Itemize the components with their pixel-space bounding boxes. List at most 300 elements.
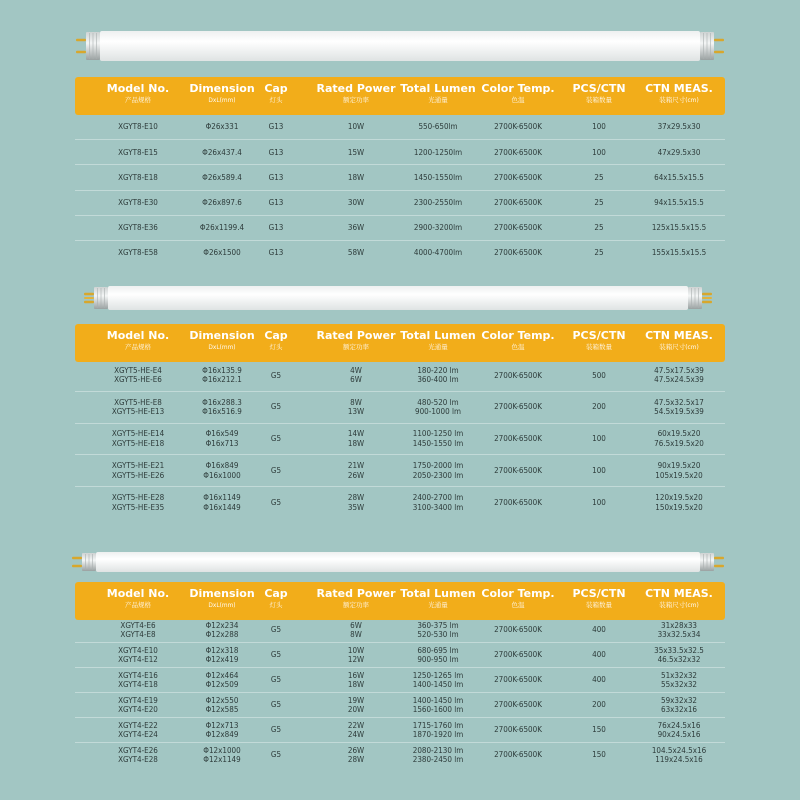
cap-cell-value: G5 [270,700,282,710]
pcs-cell-value: 400 [592,675,606,685]
header-power [317,77,396,115]
cap-cell [271,618,281,642]
color-temp-cell [494,668,542,692]
table-header-t8 [75,77,725,115]
cap-cell-value: G13 [268,248,284,258]
lumen-cell-line: 1200-1250lm [413,147,463,157]
dimension-cell-line: Φ12x318 [205,645,239,655]
power-cell [348,216,364,240]
ctn-cell-line: 46.5x32x32 [657,655,701,664]
model-cell-line: XGYT4-E28 [118,755,158,764]
dimension-cell-line: Φ12x419 [205,655,239,664]
pcs-cell [594,191,603,215]
ctn-cell [655,455,702,486]
cap-cell-value: G13 [268,122,284,132]
pcs-cell-value: 100 [592,497,606,507]
color-temp-cell [494,191,542,215]
pcs-cell [592,643,606,667]
model-cell [118,643,158,667]
power-cell-line: 20W [347,705,365,714]
pcs-cell [592,618,606,642]
power-cell-line: 19W [347,695,365,705]
ctn-cell-line: 63x32x16 [661,705,697,714]
dimension-cell-line: Φ16x288.3 [202,397,242,407]
power-cell-line: 8W [350,397,362,407]
lumen-cell-line: 900-1000 lm [415,407,461,417]
model-cell [112,392,164,423]
model-cell [118,693,158,717]
ctn-cell-line: 60x19.5x20 [657,429,701,439]
ctn-cell-line: 37x29.5x30 [657,122,701,132]
header-label: Total Lumen [400,82,476,95]
ctn-cell-line: 35x33.5x32.5 [654,645,704,655]
header-cap [264,324,287,362]
header-sublabel: 额定功率 [342,96,369,104]
dimension-cell [203,455,240,486]
dimension-cell [203,487,240,518]
table-row [75,216,725,241]
lumen-cell [413,718,464,742]
header-ctn [645,77,713,115]
color-temp-cell-value: 2700K-6500K [494,466,542,476]
dimension-cell [200,216,244,240]
dimension-cell-line: Φ12x464 [205,670,239,680]
color-temp-cell-value: 2700K-6500K [494,197,542,207]
pcs-cell-value: 25 [594,223,604,233]
model-cell-line: XGYT5-HE-E4 [114,365,162,375]
dimension-cell [203,743,240,767]
ctn-cell-line: 47x29.5x30 [657,147,701,157]
lumen-cell-line: 1250-1265 lm [412,670,464,680]
lumen-cell [417,360,458,391]
dimension-cell [203,241,240,265]
header-label: PCS/CTN [572,329,626,342]
cap-cell [271,424,281,455]
cap-cell [271,360,281,391]
lumen-cell [413,668,464,692]
power-cell-line: 22W [347,720,365,730]
dimension-cell-line: Φ12x288 [205,630,239,639]
ctn-cell-line: 155x15.5x15.5 [651,248,707,258]
model-cell [118,743,158,767]
ctn-cell [658,115,701,139]
dimension-cell-line: Φ16x135.9 [202,365,242,375]
cap-cell-value: G5 [270,625,282,635]
ctn-cell [654,424,704,455]
table-row [75,693,725,718]
lumen-cell-line: 1450-1550lm [413,172,463,182]
color-temp-cell-value: 2700K-6500K [494,147,542,157]
lumen-cell-line: 1400-1450 lm [412,680,464,689]
dimension-cell [206,643,239,667]
dimension-cell-line: Φ26x1500 [203,248,241,258]
power-cell [348,140,364,164]
header-sublabel: DxL(mm) [208,96,236,104]
lumen-cell [414,140,462,164]
lumen-cell-line: 1750-2000 lm [412,461,464,471]
header-label: Model No. [106,587,170,600]
model-cell-line: XGYT4-E16 [118,670,158,680]
lumen-cell-line: 2380-2450 lm [412,755,464,764]
dimension-cell-line: Φ12x585 [205,705,239,714]
header-color-temp [481,582,554,620]
power-cell-line: 26W [347,470,365,480]
lumen-cell [414,216,462,240]
dimension-cell-line: Φ16x516.9 [202,407,242,417]
color-temp-cell-value: 2700K-6500K [494,725,542,735]
lumen-cell [413,424,464,455]
table-row [75,424,725,456]
dimension-cell [202,360,242,391]
model-cell-line: XGYT5-HE-E6 [114,375,162,385]
model-cell [112,455,164,486]
pcs-cell [592,360,606,391]
model-cell-line: XGYT4-E24 [118,730,158,739]
ctn-cell [654,360,704,391]
power-cell-line: 18W [347,438,365,448]
header-label: Total Lumen [400,587,476,600]
header-lumen [400,77,475,115]
lumen-cell-line: 1100-1250 lm [412,429,464,439]
lumen-cell [417,643,458,667]
color-temp-cell [494,487,542,518]
ctn-cell-line: 104.5x24.5x16 [651,745,707,755]
header-dimension [189,77,254,115]
cap-cell-value: G5 [270,434,282,444]
header-sublabel: DxL(mm) [208,601,236,609]
table-row [75,643,725,668]
ctn-cell [654,392,704,423]
lumen-cell-line: 900-950 lm [417,655,459,664]
color-temp-cell-value: 2700K-6500K [494,370,542,380]
header-label: Dimension [189,329,255,342]
cap-cell-value: G5 [270,466,282,476]
header-model [107,77,169,115]
lumen-cell-line: 3100-3400 lm [412,502,464,512]
power-cell-line: 13W [347,407,365,417]
header-label: Model No. [106,82,170,95]
dimension-cell [202,392,242,423]
lumen-cell [417,618,458,642]
power-cell [348,191,364,215]
ctn-cell-line: 120x19.5x20 [655,493,703,503]
header-label: Dimension [189,587,255,600]
pcs-cell [592,718,606,742]
cap-cell [271,693,281,717]
power-cell-line: 14W [347,429,365,439]
dimension-cell [206,115,239,139]
dimension-cell-line: Φ16x549 [205,429,239,439]
t5-fluorescent-tube-icon [0,263,800,323]
header-label: CTN MEAS. [645,587,713,600]
power-cell-line: 18W [347,680,365,689]
ctn-cell-line: 51x32x32 [661,670,697,680]
ctn-cell-line: 64x15.5x15.5 [654,172,704,182]
header-pcs [572,582,625,620]
cap-cell [269,140,284,164]
color-temp-cell-value: 2700K-6500K [494,248,542,258]
cap-cell-value: G13 [268,172,284,182]
color-temp-cell-value: 2700K-6500K [494,122,542,132]
ctn-cell [654,643,704,667]
table-row [75,360,725,392]
model-cell-line: XGYT4-E10 [118,645,158,655]
header-sublabel: 色温 [511,96,525,104]
header-sublabel: 装箱数量 [586,601,612,609]
pcs-cell [592,668,606,692]
ctn-cell-line: 150x19.5x20 [655,502,703,512]
header-sublabel: 产品规格 [124,601,151,609]
model-cell-line: XGYT5-HE-E14 [111,429,165,439]
dimension-cell [202,191,242,215]
power-cell [348,718,364,742]
pcs-cell-value: 200 [592,700,606,710]
model-cell-line: XGYT4-E6 [120,620,156,630]
header-ctn [645,324,713,362]
power-cell-line: 10W [347,645,365,655]
dimension-cell-line: Φ12x849 [205,730,239,739]
cap-cell-value: G5 [270,402,282,412]
dimension-cell [206,693,239,717]
cap-cell-value: G5 [270,370,282,380]
table-row [75,140,725,165]
ctn-cell-line: 76.5x19.5x20 [654,438,704,448]
lumen-cell [413,693,464,717]
model-cell [118,718,158,742]
color-temp-cell [494,392,542,423]
header-label: Total Lumen [400,329,476,342]
ctn-cell [652,241,706,265]
header-model [107,324,169,362]
power-cell [348,643,364,667]
cap-cell-value: G5 [270,675,282,685]
ctn-cell-line: 31x28x33 [661,620,697,630]
header-cap [264,582,287,620]
t8-fluorescent-tube-icon [0,11,800,71]
ctn-cell [654,191,704,215]
color-temp-cell-value: 2700K-6500K [494,223,542,233]
color-temp-cell-value: 2700K-6500K [494,750,542,760]
color-temp-cell-value: 2700K-6500K [494,497,542,507]
header-sublabel: 光通量 [428,96,448,104]
header-sublabel: 灯头 [269,96,283,104]
color-temp-cell [494,360,542,391]
pcs-cell-value: 25 [594,248,604,258]
model-cell [114,360,162,391]
dimension-cell-line: Φ16x849 [205,461,239,471]
power-cell-line: 28W [347,755,365,764]
ctn-cell-line: 94x15.5x15.5 [654,197,704,207]
table-row [75,191,725,216]
lumen-cell-line: 1400-1450 lm [412,695,464,705]
cap-cell [269,165,284,189]
header-pcs [572,324,625,362]
ctn-cell-line: 90x24.5x16 [657,730,701,739]
lumen-cell [413,455,464,486]
model-cell [118,241,158,265]
model-cell-line: XGYT5-HE-E28 [111,493,165,503]
header-label: Color Temp. [481,82,555,95]
ctn-cell-line: 119x24.5x16 [655,755,703,764]
model-cell-line: XGYT8-E15 [118,147,158,157]
color-temp-cell [494,165,542,189]
model-cell-line: XGYT4-E20 [118,705,158,714]
color-temp-cell [494,115,542,139]
header-label: Rated Power [316,82,396,95]
cap-cell-value: G13 [268,223,284,233]
color-temp-cell [494,718,542,742]
power-cell [348,241,364,265]
header-power [317,324,396,362]
pcs-cell [594,241,603,265]
lumen-cell-line: 1715-1760 lm [412,720,464,730]
ctn-cell [652,743,706,767]
header-label: Color Temp. [481,329,555,342]
table-row [75,618,725,643]
lumen-cell-line: 2050-2300 lm [412,470,464,480]
dimension-cell-line: Φ16x1149 [203,493,241,503]
lumen-cell [415,392,461,423]
header-label: PCS/CTN [572,587,626,600]
header-label: Color Temp. [481,587,555,600]
lumen-cell-line: 360-400 lm [417,375,459,385]
cap-cell [271,455,281,486]
model-cell-line: XGYT5-HE-E35 [111,502,165,512]
header-dimension [189,582,254,620]
power-cell [350,360,362,391]
pcs-cell [592,693,606,717]
dimension-cell-line: Φ12x1000 [203,745,241,755]
ctn-cell [658,618,701,642]
pcs-cell-value: 25 [594,172,604,182]
cap-cell [271,743,281,767]
dimension-cell [206,424,239,455]
pcs-cell-value: 100 [592,147,606,157]
dimension-cell [206,618,239,642]
pcs-cell [592,487,606,518]
header-model [107,582,169,620]
header-label: Model No. [106,329,170,342]
dimension-cell-line: Φ12x509 [205,680,239,689]
model-cell-line: XGYT4-E18 [118,680,158,689]
t4-fluorescent-tube-icon [0,527,800,587]
pcs-cell-value: 150 [592,725,606,735]
table-row [75,487,725,518]
lumen-cell-line: 4000-4700lm [413,248,463,258]
ctn-cell [661,693,697,717]
color-temp-cell-value: 2700K-6500K [494,650,542,660]
ctn-cell [658,718,701,742]
cap-cell [269,216,284,240]
power-cell-line: 6W [350,375,362,385]
power-cell [348,487,364,518]
lumen-cell-line: 520-530 lm [417,630,459,639]
dimension-cell-line: Φ12x234 [205,620,239,630]
power-cell-line: 16W [347,670,365,680]
dimension-cell [202,140,242,164]
table-row [75,115,725,140]
header-label: Cap [264,329,288,342]
header-label: Cap [264,587,288,600]
dimension-cell-line: Φ16x1000 [203,470,241,480]
color-temp-cell [494,743,542,767]
model-cell-line: XGYT8-E10 [118,122,158,132]
power-cell-line: 12W [347,655,365,664]
model-cell [118,140,158,164]
color-temp-cell [494,424,542,455]
power-cell [348,455,364,486]
model-cell [118,216,158,240]
color-temp-cell-value: 2700K-6500K [494,172,542,182]
lumen-cell [413,743,464,767]
header-label: PCS/CTN [572,82,626,95]
ctn-cell [652,216,706,240]
power-cell-line: 4W [350,365,362,375]
lumen-cell-line: 2300-2550lm [413,197,463,207]
power-cell-line: 8W [350,630,362,639]
cap-cell [271,643,281,667]
pcs-cell [594,216,603,240]
lumen-cell-line: 480-520 lm [417,397,459,407]
lumen-cell-line: 680-695 lm [417,645,459,655]
lumen-cell-line: 550-650lm [418,122,458,132]
color-temp-cell [494,241,542,265]
header-sublabel: 产品规格 [124,343,151,351]
power-cell-line: 35W [347,502,365,512]
lumen-cell [414,165,462,189]
model-cell-line: XGYT4-E12 [118,655,158,664]
model-cell-line: XGYT8-E30 [118,197,158,207]
lumen-cell-line: 360-375 lm [417,620,459,630]
model-cell-line: XGYT8-E58 [118,248,158,258]
power-cell [348,392,364,423]
lumen-cell-line: 1870-1920 lm [412,730,464,739]
ctn-cell [658,140,701,164]
power-cell [348,743,364,767]
cap-cell [271,718,281,742]
power-cell [348,668,364,692]
power-cell-line: 28W [347,493,365,503]
header-lumen [400,582,475,620]
model-cell [118,165,158,189]
header-sublabel: 产品规格 [124,96,151,104]
color-temp-cell [494,140,542,164]
dimension-cell-line: Φ16x212.1 [202,375,242,385]
table-row [75,455,725,487]
header-sublabel: DxL(mm) [208,343,236,351]
model-cell [120,618,155,642]
power-cell [348,693,364,717]
color-temp-cell [494,693,542,717]
lumen-cell-line: 2900-3200lm [413,223,463,233]
model-cell-line: XGYT8-E18 [118,172,158,182]
model-cell-line: XGYT4-E8 [120,630,156,639]
pcs-cell [592,743,606,767]
pcs-cell [592,115,606,139]
model-cell [118,115,158,139]
header-power [317,582,396,620]
color-temp-cell-value: 2700K-6500K [494,434,542,444]
header-pcs [572,77,625,115]
ctn-cell-line: 76x24.5x16 [657,720,701,730]
color-temp-cell-value: 2700K-6500K [494,625,542,635]
model-cell-line: XGYT4-E22 [118,720,158,730]
header-sublabel: 色温 [511,343,525,351]
cap-cell-value: G5 [270,497,282,507]
power-cell-line: 30W [347,197,365,207]
cap-cell-value: G13 [268,147,284,157]
lumen-cell-line: 2080-2130 lm [412,745,464,755]
